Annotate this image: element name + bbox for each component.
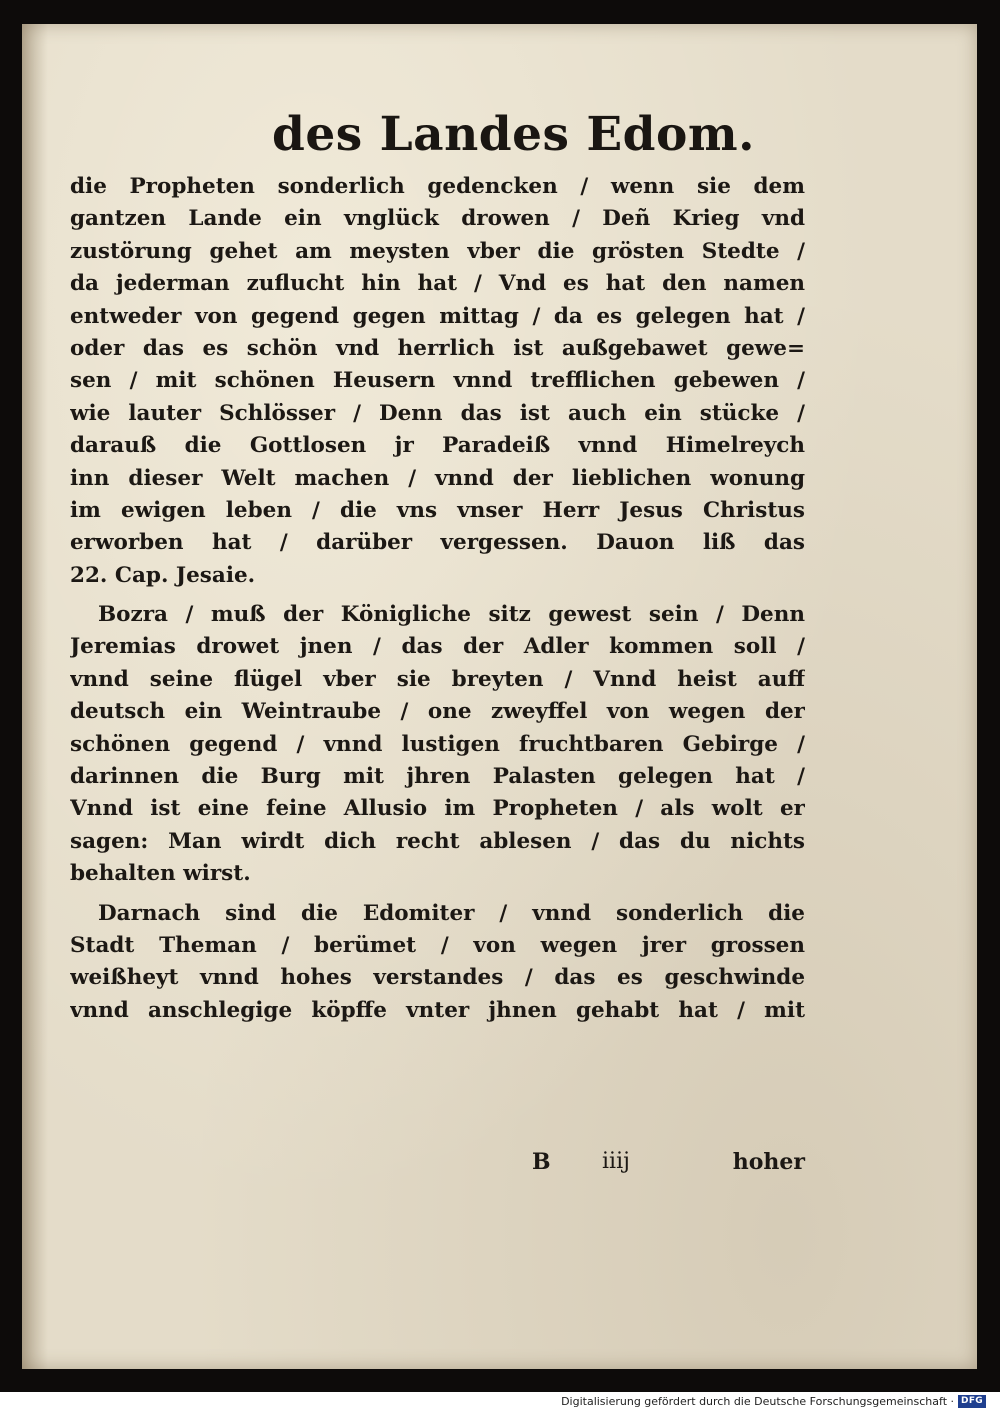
funding-credit: Digitalisierung gefördert durch die Deutsche Forschungsgemeinschaft · — [561, 1395, 954, 1408]
running-head: des Landes Edom. — [272, 107, 755, 162]
text-line: darauß die Gottlosen jr Paradeiß vnnd Himelreych — [70, 433, 805, 459]
paragraph-gap — [70, 891, 805, 898]
text-line: da jederman zuflucht hin hat / Vnd es hat den namen — [70, 271, 805, 297]
text-line: entweder von gegend gegen mittag / da es gelegen hat / — [70, 303, 805, 329]
page-foot-line — [70, 1144, 805, 1180]
text-line: deutsch ein Weintraube / one zweyffel von wegen der — [70, 699, 805, 725]
page-gutter-shadow — [22, 24, 48, 1369]
signature-number: iiij — [602, 1149, 630, 1174]
text-line: vnnd seine flügel vber sie breyten / Vnnd heist auff — [70, 666, 805, 692]
book-page — [22, 24, 977, 1369]
text-line: im ewigen leben / die vns vnser Herr Jesus Christus — [70, 497, 805, 523]
text-line: gantzen Lande ein vnglück drowen / Deñ Krieg vnd — [70, 206, 805, 232]
text-line: wie lauter Schlösser / Denn das ist auch ein stücke / — [70, 400, 805, 426]
signature-mark: B — [532, 1149, 551, 1175]
text-line: sen / mit schönen Heusern vnnd trefflichen gebewen / — [70, 368, 805, 394]
text-line: 22. Cap. Jesaie. — [70, 562, 256, 588]
text-line: weißheyt vnnd hohes verstandes / das es geschwinde — [70, 965, 805, 991]
main-text-block — [70, 171, 805, 1027]
text-line: die Propheten sonderlich gedencken / wenn sie dem — [70, 174, 805, 199]
text-line: schönen gegend / vnnd lustigen fruchtbaren Gebirge / — [70, 731, 805, 757]
text-line: Vnnd ist eine feine Allusio im Propheten / als wolt er — [70, 796, 805, 822]
text-line: sagen: Man wirdt dich recht ablesen / das du nichts — [70, 828, 805, 854]
text-line: darinnen die Burg mit jhren Palasten gelegen hat / — [70, 764, 805, 790]
catchword: hoher — [732, 1149, 805, 1175]
dfg-logo-icon: DFG — [958, 1395, 986, 1408]
digitization-footer — [0, 1392, 1000, 1411]
text-line: zustörung gehet am meysten vber die grösten Stedte / — [70, 238, 805, 264]
text-line: inn dieser Welt machen / vnnd der lieblichen wonung — [70, 465, 805, 491]
text-line: behalten wirst. — [70, 861, 251, 887]
text-line: Jeremias drowet jnen / das der Adler kommen soll / — [70, 634, 805, 660]
text-line: Bozra / muß der Königliche sitz gewest sein / Denn — [98, 602, 805, 628]
text-line: oder das es schön vnd herrlich ist außgebawet gewe= — [70, 335, 805, 361]
text-line: Stadt Theman / berümet / von wegen jrer grossen — [70, 932, 805, 958]
text-line: erworben hat / darüber vergessen. Dauon liß das — [70, 530, 805, 556]
paragraph-gap — [70, 592, 805, 599]
text-line: Darnach sind die Edomiter / vnnd sonderlich die — [98, 900, 805, 926]
text-line: vnnd anschlegige köpffe vnter jhnen gehabt hat / mit — [70, 997, 805, 1023]
